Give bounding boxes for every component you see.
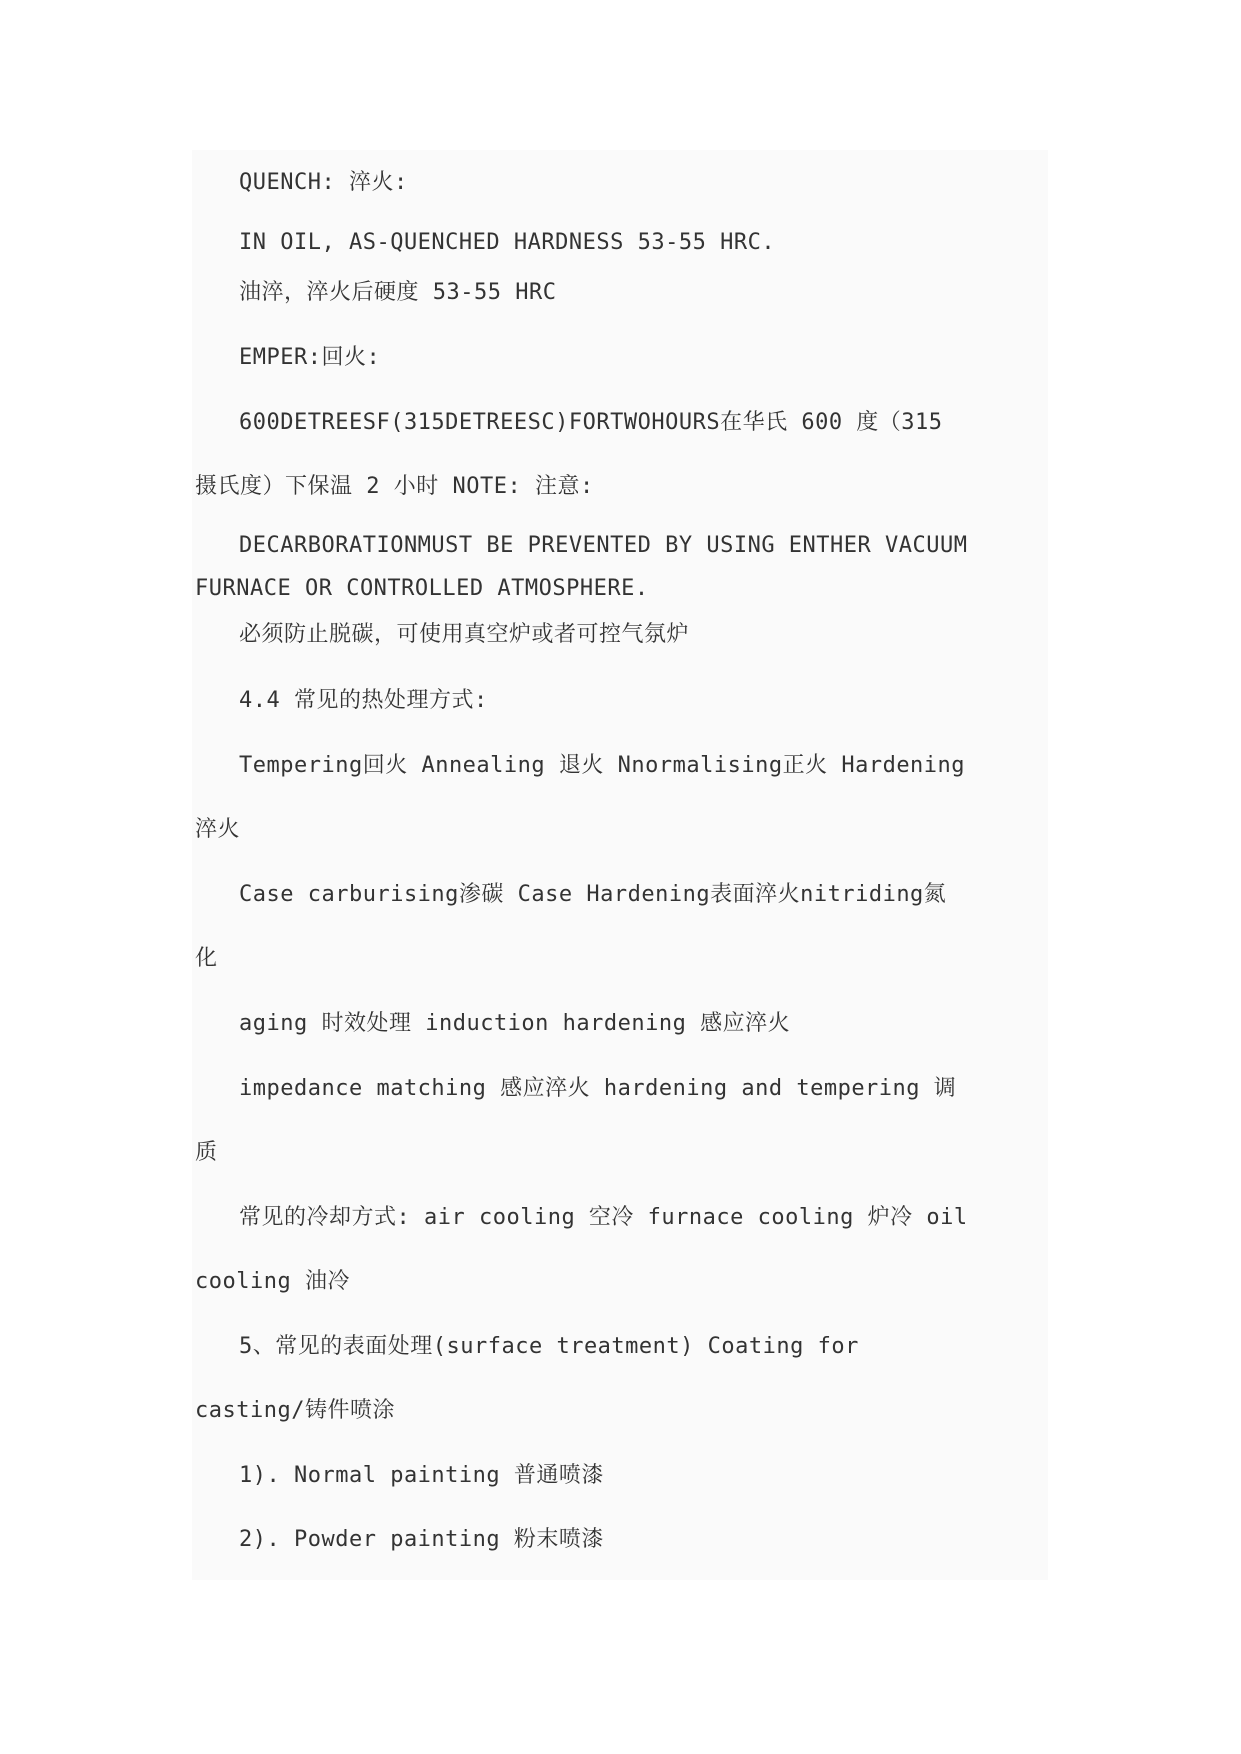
decarb-warning-continuation: FURNACE OR CONTROLLED ATMOSPHERE. bbox=[195, 576, 649, 601]
section-heading-heat-treatment: 4.4 常见的热处理方式: bbox=[239, 688, 488, 713]
surface-treatment-continuation: casting/铸件喷涂 bbox=[195, 1398, 395, 1423]
case-treatment-line: Case carburising渗碳 Case Hardening表面淬火nitriding氮 bbox=[239, 882, 947, 907]
quench-heading: QUENCH: 淬火: bbox=[239, 170, 408, 195]
decarb-warning-line: DECARBORATIONMUST BE PREVENTED BY USING ENTHER VACUUM bbox=[239, 533, 968, 558]
temper-heading: EMPER:回火: bbox=[239, 345, 381, 370]
temper-instruction-continuation: 摄氏度）下保温 2 小时 NOTE: 注意: bbox=[195, 474, 594, 499]
list-item-normal-painting: 1). Normal painting 普通喷漆 bbox=[239, 1463, 604, 1488]
heat-treatment-list-line: Tempering回火 Annealing 退火 Nnormalising正火 Hardening bbox=[239, 753, 966, 778]
cooling-methods-line: 常见的冷却方式: air cooling 空冷 furnace cooling 炉冷 oil bbox=[239, 1205, 968, 1230]
heat-treatment-list-continuation: 淬火 bbox=[195, 817, 241, 842]
quench-english-line: IN OIL, AS-QUENCHED HARDNESS 53-55 HRC. bbox=[239, 230, 776, 255]
aging-induction-line: aging 时效处理 induction hardening 感应淬火 bbox=[239, 1011, 791, 1036]
case-treatment-continuation: 化 bbox=[195, 946, 218, 971]
impedance-line: impedance matching 感应淬火 hardening and tempering 调 bbox=[239, 1076, 957, 1101]
decarb-warning-chinese: 必须防止脱碳，可使用真空炉或者可控气氛炉 bbox=[239, 622, 690, 647]
quench-chinese-line: 油淬，淬火后硬度 53-55 HRC bbox=[239, 280, 557, 305]
section-heading-surface-treatment: 5、常见的表面处理(surface treatment) Coating for bbox=[239, 1334, 859, 1359]
cooling-methods-continuation: cooling 油冷 bbox=[195, 1269, 350, 1294]
impedance-continuation: 质 bbox=[195, 1140, 218, 1165]
temper-instruction-line: 600DETREESF(315DETREESC)FORTWOHOURS在华氏 600 度（315 bbox=[239, 410, 943, 435]
list-item-powder-painting: 2). Powder painting 粉末喷漆 bbox=[239, 1527, 604, 1552]
